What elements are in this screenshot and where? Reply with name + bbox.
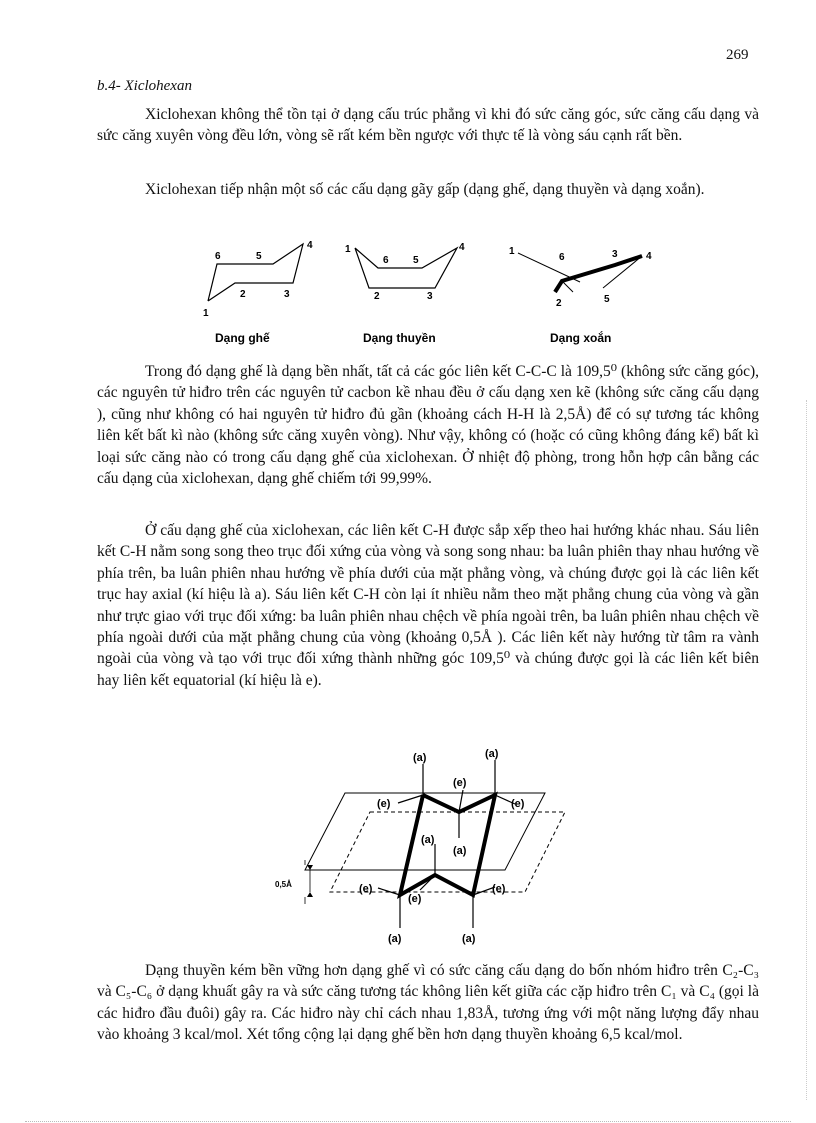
boat-atom-5: 5 [413, 255, 419, 266]
twist-atom-6: 6 [559, 252, 565, 263]
axial-label-c4-top: (a) [485, 748, 499, 760]
boat-diagram [345, 242, 465, 345]
equatorial-label-left-bottom: (e) [359, 883, 373, 895]
equatorial-label-center-bottom: (e) [408, 893, 422, 905]
chair-atom-2: 2 [240, 289, 246, 300]
equatorial-label-right-top: (e) [511, 798, 525, 810]
twist-diagram [509, 246, 652, 345]
axial-equatorial-figure [275, 742, 575, 947]
paragraph-axial-equatorial-text: Ở cấu dạng ghế của xiclohexan, các liên kết C-H được sắp xếp theo hai hướng khác nhau. Sáu liên kết C-H nằm song song theo trục đối xứng của vòng và song song nhau: ba luân phiên thay nhau hướng về phía trên, ba luân phiên nhau hướng về phía dưới của mặt phẳng vòng, và chúng được gọi là các liên kết trục hay axial (kí hiệu là a). Sáu liên kết C-H còn lại ít nhiều nằm theo mặt phẳng chung của vòng và gần như trực giao với trục đối xứng: ba luân phiên nhau chệch về phía ngoài trên, ba luân phiên nhau chệch về phía ngoài dưới của mặt phẳng chung của vòng (khoảng 0,5Å ). Các liên kết này hướng từ tâm ra vành ngoài của vòng và tạo với trục đối xứng thành những góc 109,5⁰ và chúng được gọi là các liên kết biên hay liên kết equatorial (kí hiệu là e). [97, 522, 759, 689]
paragraph-boat-text: Dạng thuyền kém bền vững hơn dạng ghế vì có sức căng cấu dạng do bốn nhóm hiđro trên C₂-C₃ và C₅-C₆ ở dạng khuất gây ra và sức căng tương tác không liên kết giữa các cặp hiđro trên C₁ và C₄ (gọi là các hiđro đầu đuôi) gây ra. Các hiđro này chỉ cách nhau 1,83Å, tương ứng với một năng lượng đẩy nhau vào khoảng 3 kcal/mol. Xét tổng cộng lại dạng ghế bền hơn dạng thuyền khoảng 6,5 kcal/mol. [97, 962, 759, 1044]
twist-caption: Dạng xoắn [550, 331, 612, 345]
boat-atom-1: 1 [345, 244, 351, 255]
twist-atom-3: 3 [612, 249, 618, 260]
chair-atom-5: 5 [256, 251, 262, 262]
chair-atom-1: 1 [203, 308, 209, 319]
margin-rule [806, 400, 807, 1100]
twist-atom-4: 4 [646, 251, 652, 262]
chair-atom-4: 4 [307, 240, 313, 251]
paragraph-chair [97, 361, 759, 489]
chair-atom-3: 3 [284, 289, 290, 300]
distance-label: 0,5Å [275, 880, 292, 889]
footer-rule [25, 1121, 791, 1122]
boat-atom-6: 6 [383, 255, 389, 266]
twist-atom-5: 5 [604, 294, 610, 305]
equatorial-label-left-top: (e) [377, 798, 391, 810]
boat-atom-4: 4 [459, 242, 465, 253]
chair-caption: Dạng ghế [215, 331, 270, 345]
twist-atom-1: 1 [509, 246, 515, 257]
paragraph-axial-equatorial [97, 520, 759, 691]
axial-label-bottom-right: (a) [462, 933, 476, 945]
paragraph-intro-text: Xiclohexan không thể tồn tại ở dạng cấu trúc phẳng vì khi đó sức căng góc, sức căng cấu dạng và sức căng xuyên vòng đều lớn, vòng sẽ rất kém bền ngược với thực tế là vòng sáu cạnh rất bền. [97, 106, 759, 145]
paragraph-chair-text: Trong đó dạng ghế là dạng bền nhất, tất cả các góc liên kết C-C-C là 109,5⁰ (không sức căng góc), các nguyên tử hiđro trên các nguyên tử cacbon kề nhau đều ở cấu dạng xen kẽ (không sức căng cấu dạng ), cũng như không có hai nguyên tử hiđro đủ gần (khoảng cách H-H là 2,5Å) để có sự tương tác không liên kết bất kì nào (không sức căng xuyên vòng). Như vậy, không có (hoặc có cũng không đáng kể) bất kì loại sức căng nào có trong cấu dạng ghế của xiclohexan. Ở nhiệt độ phòng, trong hỗn hợp cân bằng các cấu dạng của xiclohexan, dạng ghế chiếm tới 99,99%. [97, 363, 759, 488]
chair-atom-6: 6 [215, 251, 221, 262]
paragraph-boat [97, 960, 759, 1046]
equatorial-label-center-top: (e) [453, 777, 467, 789]
axial-label-c1-top: (a) [413, 752, 427, 764]
axial-label-bottom-left: (a) [388, 933, 402, 945]
section-heading: b.4- Xiclohexan [97, 78, 192, 94]
boat-atom-2: 2 [374, 291, 380, 302]
boat-atom-3: 3 [427, 291, 433, 302]
chair-diagram [203, 240, 313, 345]
equatorial-label-right-bottom: (e) [492, 883, 506, 895]
page-number: 269 [726, 47, 749, 63]
twist-atom-2: 2 [556, 298, 562, 309]
conformations-figure [195, 236, 665, 348]
paragraph-conformations-text: Xiclohexan tiếp nhận một số các cấu dạng gãy gấp (dạng ghế, dạng thuyền và dạng xoắn). [145, 181, 705, 198]
paragraph-conformations [97, 179, 759, 200]
boat-caption: Dạng thuyền [363, 331, 436, 345]
paragraph-intro [97, 104, 759, 147]
axial-label-middle-lower: (a) [453, 845, 467, 857]
axial-label-middle-upper: (a) [421, 834, 435, 846]
